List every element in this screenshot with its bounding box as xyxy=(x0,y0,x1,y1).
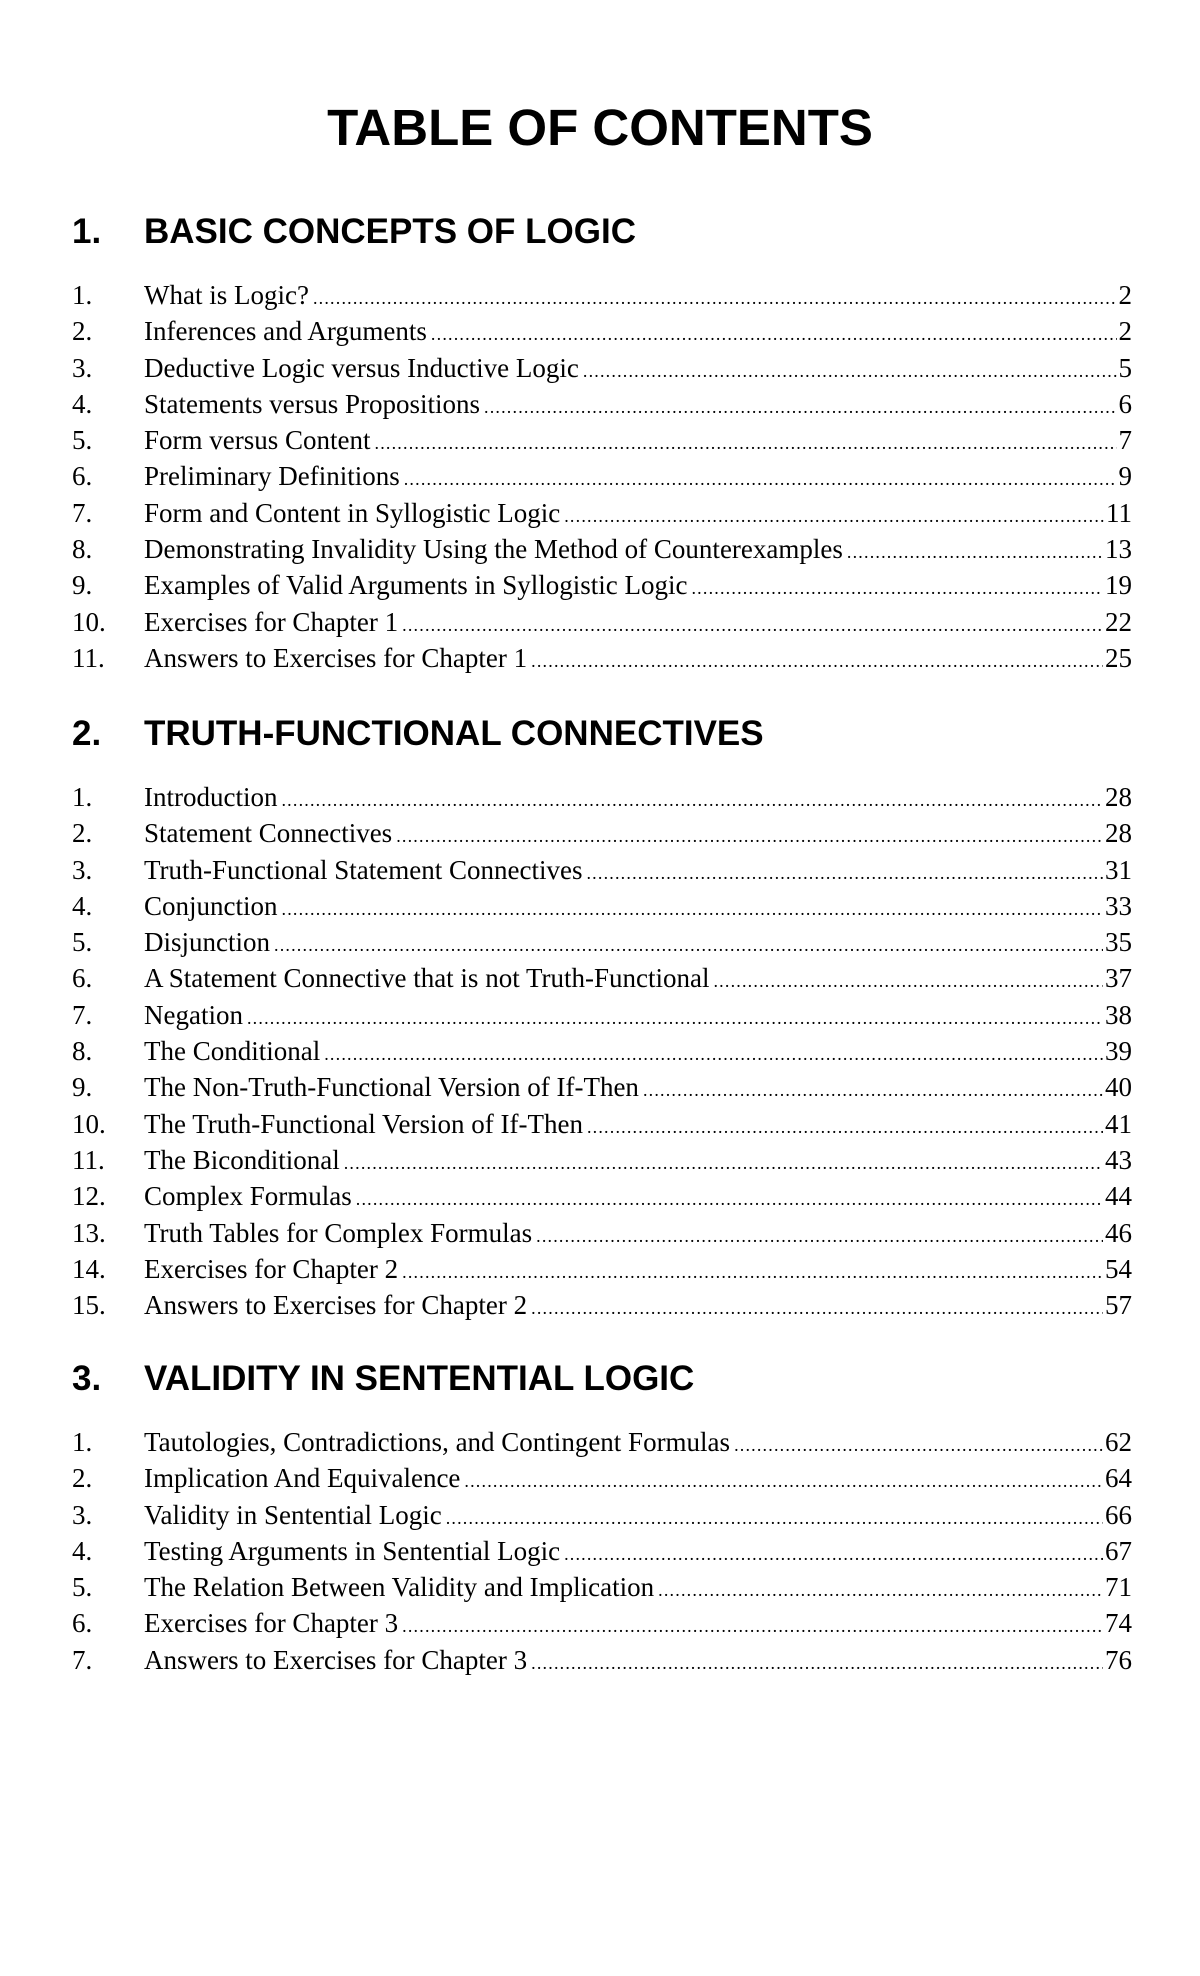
toc-entry xyxy=(72,350,1132,386)
chapter-heading xyxy=(72,712,1132,756)
entry-page-number: 19 xyxy=(1105,570,1132,601)
dot-leader xyxy=(313,280,1117,316)
dot-leader xyxy=(402,607,1103,643)
entry-title: Statement Connectives xyxy=(144,818,393,849)
entry-title: Answers to Exercises for Chapter 2 xyxy=(144,1290,528,1321)
entry-page-number: 6 xyxy=(1118,388,1132,419)
entry-number: 7. xyxy=(72,497,93,528)
entry-title: Truth-Functional Statement Connectives xyxy=(144,854,583,885)
entry-title: Testing Arguments in Sentential Logic xyxy=(144,1535,561,1566)
entry-title: A Statement Connective that is not Truth-Functional xyxy=(144,963,710,994)
dot-leader xyxy=(583,353,1117,389)
dot-leader xyxy=(404,461,1117,497)
toc-entry xyxy=(72,960,1132,996)
dot-leader xyxy=(247,1000,1103,1036)
dot-leader xyxy=(713,963,1103,999)
dot-leader xyxy=(531,1645,1103,1681)
entry-number: 10. xyxy=(72,606,106,637)
entry-number: 5. xyxy=(72,1572,93,1603)
toc-entry xyxy=(72,1142,1132,1178)
toc-entry xyxy=(72,313,1132,349)
chapter-title: VALIDITY IN SENTENTIAL LOGIC xyxy=(144,1359,695,1398)
entry-number: 11. xyxy=(72,642,105,673)
toc-entry xyxy=(72,604,1132,640)
entry-number: 7. xyxy=(72,1644,93,1675)
entry-page-number: 31 xyxy=(1105,854,1132,885)
toc-entry xyxy=(72,1569,1132,1605)
entry-page-number: 38 xyxy=(1105,999,1132,1030)
entry-page-number: 71 xyxy=(1105,1572,1132,1603)
entry-number: 4. xyxy=(72,388,93,419)
entry-title: Truth Tables for Complex Formulas xyxy=(144,1217,533,1248)
dot-leader xyxy=(691,570,1103,606)
toc-entry xyxy=(72,1069,1132,1105)
toc-entry xyxy=(72,997,1132,1033)
dot-leader xyxy=(531,643,1103,679)
chapter-title: TRUTH-FUNCTIONAL CONNECTIVES xyxy=(144,714,764,753)
entry-number: 12. xyxy=(72,1181,106,1212)
entry-title: The Truth-Functional Version of If-Then xyxy=(144,1108,583,1139)
entry-page-number: 9 xyxy=(1118,461,1132,492)
entry-title: Preliminary Definitions xyxy=(144,461,400,492)
entry-title: Deductive Logic versus Inductive Logic xyxy=(144,352,579,383)
dot-leader xyxy=(396,818,1103,854)
entry-number: 2. xyxy=(72,1463,93,1494)
toc-entry xyxy=(72,1497,1132,1533)
entry-title: Exercises for Chapter 1 xyxy=(144,606,399,637)
dot-leader xyxy=(586,855,1103,891)
page-title: TABLE OF CONTENTS xyxy=(327,99,873,156)
entry-page-number: 28 xyxy=(1105,782,1132,812)
entry-number: 2. xyxy=(72,316,93,347)
chapter-1 xyxy=(72,210,1132,676)
entry-page-number: 2 xyxy=(1118,316,1132,347)
entry-title: Answers to Exercises for Chapter 3 xyxy=(144,1644,528,1675)
entry-title: Conjunction xyxy=(144,890,278,921)
entry-number: 3. xyxy=(72,854,93,885)
entry-number: 9. xyxy=(72,1072,93,1103)
toc-entry xyxy=(72,1460,1132,1496)
entry-number: 8. xyxy=(72,534,93,565)
entry-title: Complex Formulas xyxy=(144,1181,352,1212)
entry-title: The Biconditional xyxy=(144,1144,340,1175)
entry-title: The Relation Between Validity and Implication xyxy=(144,1572,655,1603)
dot-leader xyxy=(402,1254,1103,1290)
dot-leader xyxy=(564,1536,1103,1572)
toc-entry xyxy=(72,1215,1132,1251)
entry-number: 13. xyxy=(72,1217,106,1248)
entry-page-number: 13 xyxy=(1105,534,1132,565)
dot-leader xyxy=(282,891,1104,927)
entry-number: 6. xyxy=(72,963,93,994)
dot-leader xyxy=(344,1145,1103,1181)
toc-entry xyxy=(72,495,1132,531)
chapter-number: 2. xyxy=(72,714,102,753)
dot-leader xyxy=(734,1427,1103,1463)
entry-page-number: 41 xyxy=(1105,1108,1132,1139)
entry-title: The Conditional xyxy=(144,1036,321,1067)
entry-title: Introduction xyxy=(144,782,278,812)
dot-leader xyxy=(536,1218,1103,1254)
dot-leader xyxy=(847,534,1103,570)
entry-title: Inferences and Arguments xyxy=(144,316,427,347)
entry-number: 14. xyxy=(72,1253,106,1284)
dot-leader xyxy=(658,1572,1103,1608)
entry-page-number: 74 xyxy=(1105,1608,1132,1639)
toc-list xyxy=(72,1424,1132,1678)
entry-title: Negation xyxy=(144,999,243,1030)
toc-entry xyxy=(72,852,1132,888)
toc-entry xyxy=(72,277,1132,313)
toc-list xyxy=(72,277,1132,676)
entry-page-number: 64 xyxy=(1105,1463,1132,1494)
entry-number: 6. xyxy=(72,1608,93,1639)
toc-entry xyxy=(72,640,1132,676)
entry-number: 3. xyxy=(72,352,93,383)
chapter-heading xyxy=(72,1357,1132,1401)
entry-title: Statements versus Propositions xyxy=(144,388,480,419)
toc-entry xyxy=(72,1642,1132,1678)
entry-page-number: 44 xyxy=(1105,1181,1132,1212)
entry-page-number: 43 xyxy=(1105,1144,1132,1175)
toc-entry xyxy=(72,1605,1132,1641)
toc-entry xyxy=(72,458,1132,494)
entry-number: 1. xyxy=(72,782,93,812)
dot-leader xyxy=(464,1463,1103,1499)
dot-leader xyxy=(587,1109,1103,1145)
toc-entry xyxy=(72,888,1132,924)
entry-number: 6. xyxy=(72,461,93,492)
entry-number: 10. xyxy=(72,1108,106,1139)
entry-number: 5. xyxy=(72,927,93,958)
toc-entry xyxy=(72,1178,1132,1214)
dot-leader xyxy=(446,1500,1103,1536)
entry-number: 1. xyxy=(72,1427,93,1457)
dot-leader xyxy=(356,1181,1103,1217)
toc-entry xyxy=(72,1033,1132,1069)
dot-leader xyxy=(531,1290,1103,1326)
dot-leader xyxy=(564,498,1104,534)
entry-title: Tautologies, Contradictions, and Contingent Formulas xyxy=(144,1427,731,1457)
entry-title: Examples of Valid Arguments in Syllogistic Logic xyxy=(144,570,688,601)
entry-page-number: 62 xyxy=(1105,1427,1132,1457)
entry-page-number: 76 xyxy=(1105,1644,1132,1675)
entry-page-number: 35 xyxy=(1105,927,1132,958)
chapter-title: BASIC CONCEPTS OF LOGIC xyxy=(144,212,636,251)
entry-page-number: 57 xyxy=(1105,1290,1132,1321)
entry-page-number: 46 xyxy=(1105,1217,1132,1248)
toc-entry xyxy=(72,924,1132,960)
entry-page-number: 2 xyxy=(1118,280,1132,310)
chapter-number: 3. xyxy=(72,1359,102,1398)
entry-title: Answers to Exercises for Chapter 1 xyxy=(144,642,528,673)
toc-entry xyxy=(72,1424,1132,1460)
entry-page-number: 28 xyxy=(1105,818,1132,849)
entry-title: Validity in Sentential Logic xyxy=(144,1499,442,1530)
entry-number: 15. xyxy=(72,1290,106,1321)
entry-title: The Non-Truth-Functional Version of If-Then xyxy=(144,1072,639,1103)
toc-entry xyxy=(72,422,1132,458)
toc-entry xyxy=(72,531,1132,567)
entry-number: 4. xyxy=(72,890,93,921)
entry-page-number: 37 xyxy=(1105,963,1132,994)
dot-leader xyxy=(431,316,1117,352)
entry-title: What is Logic? xyxy=(144,280,309,310)
dot-leader xyxy=(375,425,1117,461)
entry-number: 2. xyxy=(72,818,93,849)
chapter-number: 1. xyxy=(72,212,102,251)
dot-leader xyxy=(281,782,1103,818)
entry-page-number: 5 xyxy=(1118,352,1132,383)
entry-page-number: 54 xyxy=(1105,1253,1132,1284)
toc-list xyxy=(72,779,1132,1323)
dot-leader xyxy=(402,1608,1103,1644)
entry-title: Exercises for Chapter 2 xyxy=(144,1253,399,1284)
entry-page-number: 39 xyxy=(1105,1036,1132,1067)
toc-entry xyxy=(72,779,1132,815)
toc-entry xyxy=(72,1251,1132,1287)
chapter-3 xyxy=(72,1357,1132,1678)
entry-title: Implication And Equivalence xyxy=(144,1463,461,1494)
entry-page-number: 67 xyxy=(1105,1535,1132,1566)
entry-page-number: 40 xyxy=(1105,1072,1132,1103)
entry-number: 1. xyxy=(72,280,93,310)
entry-page-number: 66 xyxy=(1105,1499,1132,1530)
entry-page-number: 11 xyxy=(1106,497,1132,528)
entry-number: 4. xyxy=(72,1535,93,1566)
entry-number: 7. xyxy=(72,999,93,1030)
entry-title: Form and Content in Syllogistic Logic xyxy=(144,497,561,528)
entry-number: 11. xyxy=(72,1144,105,1175)
entry-title: Demonstrating Invalidity Using the Method of Counterexamples xyxy=(144,534,843,565)
dot-leader xyxy=(324,1036,1103,1072)
entry-page-number: 22 xyxy=(1105,606,1132,637)
entry-title: Form versus Content xyxy=(144,425,371,456)
toc-entry xyxy=(72,815,1132,851)
entry-number: 8. xyxy=(72,1036,93,1067)
entry-title: Exercises for Chapter 3 xyxy=(144,1608,399,1639)
dot-leader xyxy=(643,1072,1103,1108)
toc-entry xyxy=(72,1106,1132,1142)
toc-entry xyxy=(72,1533,1132,1569)
entry-number: 9. xyxy=(72,570,93,601)
chapter-2 xyxy=(72,712,1132,1323)
entry-page-number: 25 xyxy=(1105,642,1132,673)
dot-leader xyxy=(484,389,1117,425)
toc-entry xyxy=(72,1287,1132,1323)
entry-title: Disjunction xyxy=(144,927,270,958)
toc-entry xyxy=(72,386,1132,422)
toc-entry xyxy=(72,567,1132,603)
entry-page-number: 33 xyxy=(1105,890,1132,921)
dot-leader xyxy=(274,927,1103,963)
chapter-heading xyxy=(72,210,1132,254)
entry-number: 5. xyxy=(72,425,93,456)
entry-page-number: 7 xyxy=(1118,425,1132,456)
entry-number: 3. xyxy=(72,1499,93,1530)
